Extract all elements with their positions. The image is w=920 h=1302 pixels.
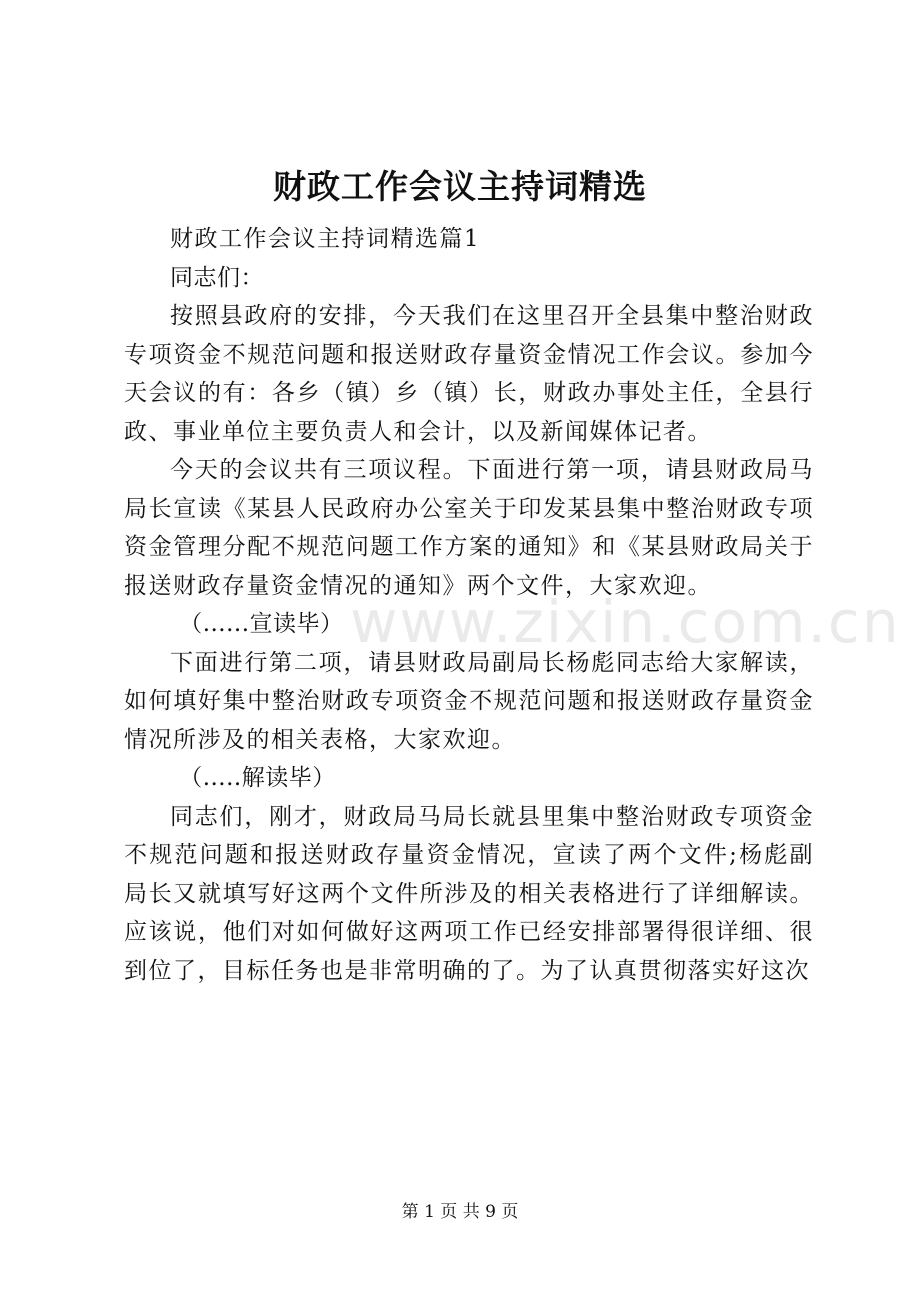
paragraph-opening: 按照县政府的安排，今天我们在这里召开全县集中整治财政专项资金不规范问题和报送财政存量资金情况工作会议。参加今天会议的有：各乡（镇）乡（镇）长，财政办事处主任，全县行政、事业单位主要负责人和会计，以及新闻媒体记者。 xyxy=(124,303,814,445)
note-reading-finished: （......宣读毕） xyxy=(179,611,344,637)
document-title: 财政工作会议主持词精选 xyxy=(273,167,647,206)
paragraph-summary: 同志们，刚才，财政局马局长就县里集中整治财政专项资金不规范问题和报送财政存量资金情况，宣读了两个文件;杨彪副局长又就填写好这两个文件所涉及的相关表格进行了详细解读。应该说，他们对如何做好这两项工作已经安排部署得很详细、很到位了，目标任务也是非常明确的了。为了认真贯彻落实好这次 xyxy=(124,803,814,984)
note-explanation-finished: （.....解读毕） xyxy=(179,765,336,791)
paragraph-agenda-item-1: 今天的会议共有三项议程。下面进行第一项，请县财政局马局长宣读《某县人民政府办公室关于印发某县集中整治财政专项资金管理分配不规范问题工作方案的通知》和《某县财政局关于报送财政存量资金情况的通知》两个文件，大家欢迎。 xyxy=(124,457,814,599)
page-number-footer: 第 1 页 共 9 页 xyxy=(401,1202,519,1222)
watermark: www.zixin.com.cn xyxy=(350,588,901,656)
document-body xyxy=(124,220,814,990)
section-heading: 财政工作会议主持词精选篇1 xyxy=(170,226,481,252)
salutation: 同志们： xyxy=(170,264,264,291)
paragraph-agenda-item-2: 下面进行第二项，请县财政局副局长杨彪同志给大家解读，如何填好集中整治财政专项资金不规范问题和报送财政存量资金情况所涉及的相关表格，大家欢迎。 xyxy=(124,649,814,753)
